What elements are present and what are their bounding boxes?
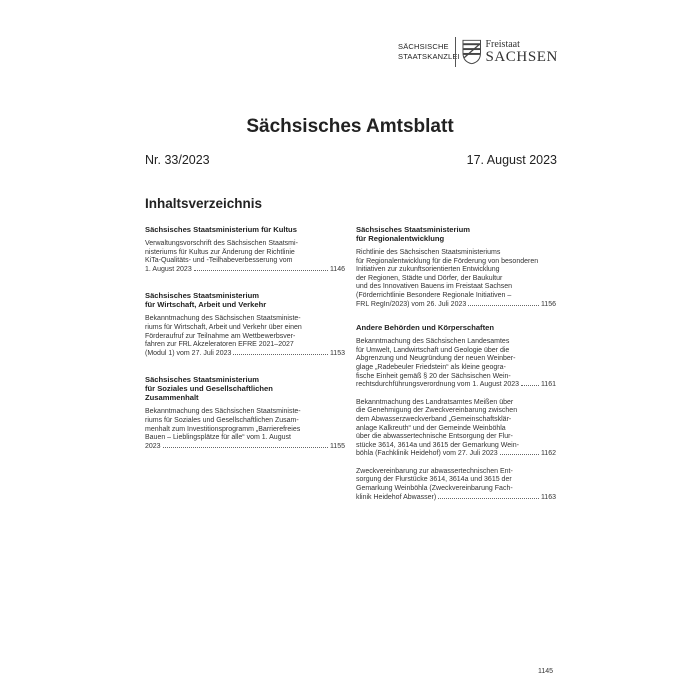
entry-line: dem Abwasserzweckverband „Gemeinschaftsklär- <box>356 415 512 423</box>
entry-last-line <box>145 443 345 452</box>
logo-divider <box>455 37 456 67</box>
dot-leader <box>233 354 328 355</box>
freistaat-sachsen-wordmark <box>485 39 558 65</box>
entry-line: fische Einheit gemäß § 20 der Sächsischen Wein- <box>356 372 511 380</box>
section-heading-line: Sächsisches Staatsministerium <box>145 375 259 385</box>
dot-leader <box>194 270 328 271</box>
entry-line: (Modul 1) vom 27. Juli 2023 <box>145 349 232 357</box>
dot-leader <box>521 385 539 386</box>
entry-line: KiTa-Qualitäts- und -Teilhabeverbesserung vom <box>145 257 293 265</box>
entry-page-number: 1162 <box>540 450 556 458</box>
entry-line: Initiativen zur zukunftsorientierten Entwicklung <box>356 266 500 274</box>
entry-line: glage „Radebeuler Friedstein“ als kleine geogra- <box>356 363 506 371</box>
entry-line: und des Innovativen Bauens im Freistaat Sachsen <box>356 283 513 291</box>
section-heading-line: Andere Behörden und Körperschaften <box>356 323 494 333</box>
entry-last-line <box>145 350 345 359</box>
entry-line: klinik Heidehof Abwasser) <box>356 493 437 501</box>
staatskanzlei-wordmark <box>398 42 460 62</box>
entry-line: der Regionen, Städte und Dörfer, der Baukultur <box>356 274 503 282</box>
entry-line: Richtlinie des Sächsischen Staatsministeriums <box>356 249 501 256</box>
toc-entry <box>356 399 556 459</box>
entry-line: über die abwassertechnische Entsorgung der Flur- <box>356 433 513 441</box>
entry-line: Abgrenzung und Neugründung der neuen Weinber- <box>356 355 516 363</box>
entry-line: Bauen – Lieblingsplätze für alle“ vom 1. August <box>145 434 291 442</box>
entry-page-number: 1163 <box>540 493 556 501</box>
toc-entry <box>145 315 345 358</box>
page-number: 1145 <box>538 668 554 675</box>
header-logos <box>398 36 558 68</box>
entry-line: 2023 <box>145 442 161 450</box>
issue-number: Nr. 33/2023 <box>145 153 210 167</box>
section-heading <box>356 225 556 243</box>
entry-line: nisteriums für Kultus zur Änderung der Richtlinie <box>145 248 295 256</box>
kanzlei-line-1: SÄCHSISCHE <box>398 42 449 51</box>
toc-section <box>145 225 345 274</box>
entry-line: für Regionalentwicklung für die Förderung von besonderen <box>356 257 539 265</box>
entry-line: riums für Soziales und Gesellschaftlichen Zusam- <box>145 416 299 424</box>
dot-leader <box>163 447 328 448</box>
dot-leader <box>500 454 539 455</box>
section-heading-line: Sächsisches Staatsministerium <box>356 225 470 234</box>
dot-leader <box>468 305 539 306</box>
entry-last-line <box>356 494 556 503</box>
sachsen-text: SACHSEN <box>485 49 558 65</box>
toc-entry <box>356 338 556 390</box>
entry-line: sorgung der Flurstücke 3614, 3614a und 3615 der <box>356 476 512 484</box>
entry-line: für Umwelt, Landwirtschaft und Geologie über die <box>356 346 510 354</box>
issue-row <box>145 153 557 167</box>
section-heading-line: Zusammenhalt <box>145 393 199 403</box>
entry-page-number: 1156 <box>540 300 556 308</box>
section-heading <box>145 375 345 402</box>
toc-section <box>145 291 345 358</box>
toc-section <box>356 225 556 309</box>
entry-line: menhalt zum Investitionsprogramm „Barrierefreies <box>145 425 301 433</box>
entry-line: (Förderrichtlinie Besondere Regionale Initiativen – <box>356 291 512 299</box>
issue-date: 17. August 2023 <box>466 153 557 167</box>
entry-page-number: 1161 <box>540 381 556 389</box>
section-heading-line: für Soziales und Gesellschaftlichen <box>145 384 273 394</box>
entry-line: 1. August 2023 <box>145 265 192 273</box>
entry-page-number: 1155 <box>329 442 345 450</box>
entry-line: Zweckvereinbarung zur abwassertechnischen Ent- <box>356 467 513 475</box>
entry-line: Verwaltungsvorschrift des Sächsischen Staatsmi- <box>145 240 298 247</box>
entry-page-number: 1146 <box>329 265 345 273</box>
dot-leader <box>438 498 539 499</box>
freistaat-text: Freistaat <box>485 39 520 50</box>
section-heading-line: Sächsisches Staatsministerium <box>145 291 259 301</box>
toc-section <box>356 323 556 502</box>
entry-line: Förderaufruf zur Teilnahme am Wettbewerbsver- <box>145 332 296 340</box>
saxony-coat-of-arms-icon <box>462 39 481 65</box>
toc-right-column <box>356 225 556 502</box>
entry-line: FRL RegIn/2023) vom 26. Juli 2023 <box>356 300 467 308</box>
entry-last-line <box>356 381 556 390</box>
section-heading-line: für Regionalentwicklung <box>356 234 445 243</box>
entry-line: Bekanntmachung des Sächsischen Staatsministe- <box>145 408 301 416</box>
entry-line: die Genehmigung der Zweckvereinbarung zwischen <box>356 407 518 415</box>
entry-line: Gemarkung Weinböhla (Zweckvereinbarung Fach- <box>356 485 513 493</box>
section-heading-line: Sächsisches Staatsministerium für Kultus <box>145 225 297 234</box>
toc-left-column <box>145 225 345 451</box>
entry-line: rechtsdurchführungsverordnung vom 1. August 2023 <box>356 381 520 389</box>
section-heading <box>145 225 345 234</box>
entry-line: anlage Kalkreuth“ und der Gemeinde Weinböhla <box>356 424 506 432</box>
toc-entry <box>356 468 556 502</box>
toc-entry <box>145 240 345 274</box>
entry-last-line <box>145 266 345 275</box>
entry-line: riums für Wirtschaft, Arbeit und Verkehr über einen <box>145 323 302 331</box>
section-heading-line: für Wirtschaft, Arbeit und Verkehr <box>145 300 267 310</box>
kanzlei-line-2: STAATSKANZLEI <box>398 52 460 61</box>
section-heading <box>356 323 556 332</box>
section-heading <box>145 291 345 309</box>
entry-line: Bekanntmachung des Sächsischen Staatsministe- <box>145 315 301 323</box>
toc-section <box>145 375 345 451</box>
entry-line: böhla (Fachklinik Heidehof) vom 27. Juli 2023 <box>356 450 498 458</box>
entry-line: fahren zur FRL Akzeleratoren EFRE 2021–2027 <box>145 341 294 349</box>
toc-entry <box>356 249 556 309</box>
entry-last-line <box>356 301 556 310</box>
entry-line: Bekanntmachung des Landratsamtes Meißen über <box>356 398 514 406</box>
entry-page-number: 1153 <box>329 349 345 357</box>
toc-entry <box>145 408 345 451</box>
document-title: Sächsisches Amtsblatt <box>246 116 454 137</box>
toc-title: Inhaltsverzeichnis <box>145 196 263 211</box>
entry-last-line <box>356 450 556 459</box>
entry-line: Bekanntmachung des Sächsischen Landesamtes <box>356 338 510 346</box>
entry-line: stücke 3614, 3614a und 3615 der Gemarkung Wein- <box>356 441 519 449</box>
